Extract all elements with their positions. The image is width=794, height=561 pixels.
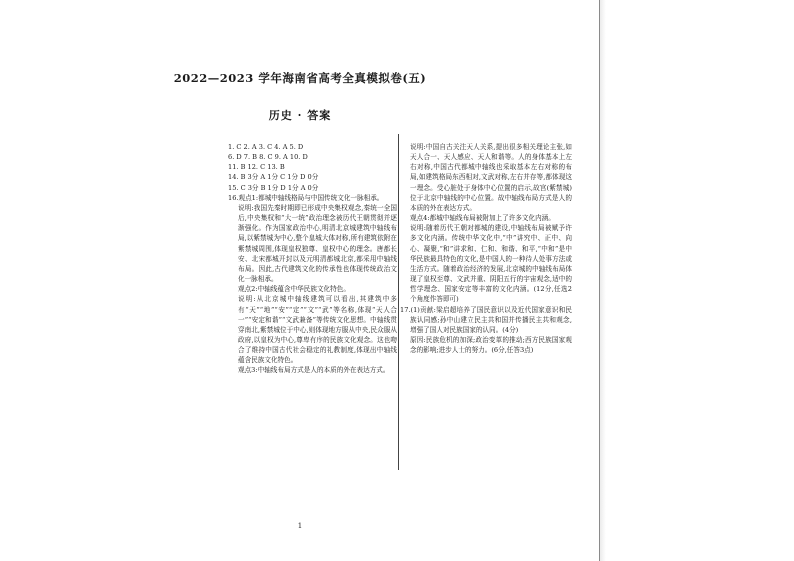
viewpoint-text: 观点1:都城中轴线格局与中国传统文化一脉相承。: [238, 193, 384, 202]
q17-reason: 原因:民族危机的加深;政治变革的推动;西方民族国家观念的影响;进步人士的努力。(6分,任答3点): [410, 335, 572, 355]
q16-viewpoint-1: [228, 193, 397, 203]
answer-row: 11. B 12. C 13. B: [228, 163, 285, 172]
page-title: 2022—2023 学年海南省高考全真模拟卷(五): [173, 71, 427, 85]
q16-viewpoint-3-explanation: 说明:中国自古关注天人关系,提出很多相关理论主张,如天人合一、天人感应、天人和谐等。人的身体基本上左右对称,中国古代都城中轴线也采取基本左右对称的布局,如建筑格局东西相对,文武对称,左右并存等,都体现这一理念。受心脏处于身体中心位置的启示,故宫(紫禁城)位于北京中轴线的中心位置。故中轴线布局方式是人的本质的外在表达方式。: [410, 143, 572, 212]
page-subtitle: 历史 · 答案: [268, 109, 332, 122]
page-edge-shadow: [600, 0, 606, 561]
column-divider: [398, 134, 399, 470]
q16-viewpoint-2: 观点2:中轴线蕴含中华民族文化特色。: [238, 285, 350, 294]
q16-viewpoint-1-explanation: 说明:我国先秦时期即已形成中央集权观念,秦统一全国后,中央集权和“大一统”政治理念被历代王朝贯彻并逐渐强化。作为国家政治中心,明清北京城建筑中轴线布局,以紫禁城为中心,整个皇城大体对称,所有建筑依附在紫禁城周围,体现皇权独尊、皇权中心的理念。唐都长安、北宋都城开封以及元明清都城北京,都采用中轴线布局。因此,古代建筑文化的传承性也体现传统政治文化一脉相承。: [238, 203, 397, 284]
page-number: 1: [297, 522, 303, 530]
q16-viewpoint-4: 观点4:都城中轴线布局被附加上了许多文化内涵。: [410, 214, 555, 223]
question-number: 16.: [228, 193, 239, 202]
answer-row: 14. B 3分 A 1分 C 1分 D 0分: [228, 173, 319, 182]
left-column: [228, 142, 397, 376]
q17-contribution-text: (1)贡献:梁启超培养了国民意识以及近代国家意识和民族认同感;孙中山建立民主共和国并传播民主共和观念,增强了国人对民族国家的认同。(4分): [410, 305, 572, 334]
q16-viewpoint-2-explanation: 说明:从北京城中轴线建筑可以看出,其建筑中多有“天”“地”“安”“定”“文”“武”等名称,体现“天人合一”“安定和谐”“文武兼备”等传统文化思想。中轴线贯穿南北,紫禁城位于中心,则体现地方服从中央,民众服从政府,以皇权为中心,尊卑有序的民族文化观念。这也吻合了维持中国古代社会稳定的礼教制度,体现出中轴线蕴含民族文化特色。: [238, 295, 397, 365]
question-number: 17.: [400, 305, 411, 314]
q17-part-1: [400, 305, 572, 335]
answer-row: 1. C 2. A 3. C 4. A 5. D: [228, 143, 304, 151]
q16-viewpoint-4-explanation: 说明:随着历代王朝对都城的建设,中轴线布局被赋予许多文化内涵。传统中华文化中,“中”讲究中、正中、向心、凝聚,“和”讲求和、仁和、和谐、和平,“中和”是中华民族最具特色的文化,是中国人的一种待人处事方法或生活方式。随着政治经济的发展,北京城的中轴线布局体现了皇权至尊、文武并重、阴阳五行的宇宙观念,适中的哲学理念、国家安定等丰富的文化内涵。(12分,任选2个角度作答即可): [410, 224, 572, 304]
q16-viewpoint-3: 观点3:中轴线布局方式是人的本质的外在表达方式。: [238, 366, 390, 375]
answer-row: 15. C 3分 B 1分 D 1分 A 0分: [228, 183, 319, 192]
right-column: [400, 142, 572, 355]
answer-row: 6. D 7. B 8. C 9. A 10. D: [228, 153, 308, 162]
